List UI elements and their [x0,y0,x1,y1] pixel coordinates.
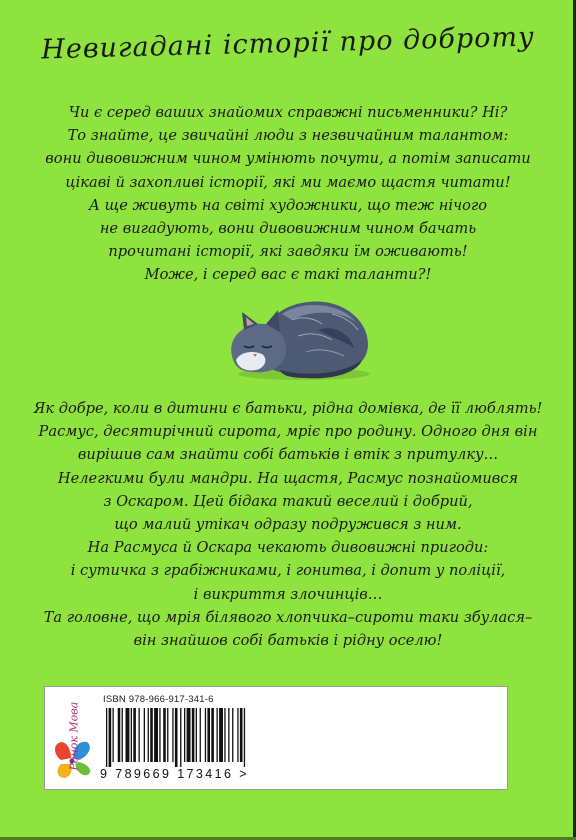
barcode-bar [133,708,136,762]
barcode-bar [159,708,160,762]
intro-paragraph [18,101,558,287]
synopsis-line: і викриття злочинців… [193,585,383,603]
synopsis-line: і сутичка з грабіжниками, і гонитва, і допит у поліції, [70,562,506,580]
intro-line: То знайте, це звичайні люди з незвичайним талантом: [67,127,509,145]
barcode-bar [184,708,185,762]
barcode-bar [228,708,229,762]
barcode [102,708,304,767]
intro-line: не вигадують, вони дивовижним чином бачать [99,220,477,238]
synopsis-line: що малий утікач одразу подружився з ним. [114,516,462,534]
synopsis-line: з Оскаром. Цей бідака такий веселий і добрий, [103,492,473,510]
barcode-bar [175,708,178,767]
barcode-bar [144,708,145,762]
barcode-bar [237,708,238,762]
synopsis-line: Расмус, десятирічний сирота, мріє про родину. Одного дня він [38,423,538,441]
synopsis-line: Та головне, що мрія білявого хлопчика–сироти таки збулася– [43,608,533,626]
isbn-label: ISBN 978-966-917-341-6 [103,694,214,705]
barcode-bar [131,708,132,762]
barcode-bar [205,708,206,762]
barcode-bar [232,708,233,762]
barcode-bar [118,708,121,762]
barcode-bar [217,708,218,762]
barcode-bar [126,708,130,762]
barcode-bar [106,708,107,767]
publisher-logo-text: Ранок Мова [67,701,81,771]
barcode-bar [154,708,158,762]
synopsis-line: На Расмуса й Оскара чекають дивовижні пригоди: [87,539,489,557]
barcode-bar [122,708,123,762]
barcode-bar [167,708,168,762]
barcode-bar [172,708,173,762]
synopsis-line: Нелегкими були мандри. На щастя, Расмус познайомився [57,469,519,487]
barcode-bar [200,708,201,762]
barcode-bar [207,708,210,762]
barcode-bar [113,708,114,762]
intro-line: прочитані історії, які завдяки їм оживають! [108,243,468,261]
intro-line: Може, і серед вас є такі таланти?! [144,266,432,284]
barcode-digits: 9 789669 173416 > [100,767,249,781]
barcode-bar [180,708,181,767]
synopsis-paragraph [18,397,558,652]
sleeping-cat-illustration [222,290,374,382]
synopsis-line: Як добре, коли в дитини є батьки, рідна домівка, де її люблять! [33,400,543,417]
intro-line: Чи є серед ваших знайомих справжні письменники? Ні? [68,104,508,121]
barcode-bar [148,708,149,762]
barcode-bar [219,708,223,762]
series-title: Невигадані історії про доброту [40,21,536,66]
barcode-bar [224,708,225,762]
barcode-bar [139,708,140,762]
barcode-bar [211,708,214,762]
barcode-bar [240,708,243,762]
intro-line: вони дивовижним чином умінють почути, а потім записати [45,150,531,168]
intro-line: А ще живуть на світі художники, що теж нічого [88,196,488,214]
synopsis-line: вирішив сам знайти собі батьків і втік з притулку… [77,446,499,464]
barcode-bar [196,708,197,762]
synopsis-line: він знайшов собі батьків і рідну оселю! [133,632,443,650]
barcode-bar [192,708,195,762]
barcode-bar [244,708,245,767]
intro-line: цікаві й захопливі історії, які ми маємо щастя читати! [65,173,511,191]
barcode-bar [187,708,191,762]
barcode-bar [163,708,166,762]
barcode-bar [150,708,153,762]
barcode-bar [109,708,112,767]
